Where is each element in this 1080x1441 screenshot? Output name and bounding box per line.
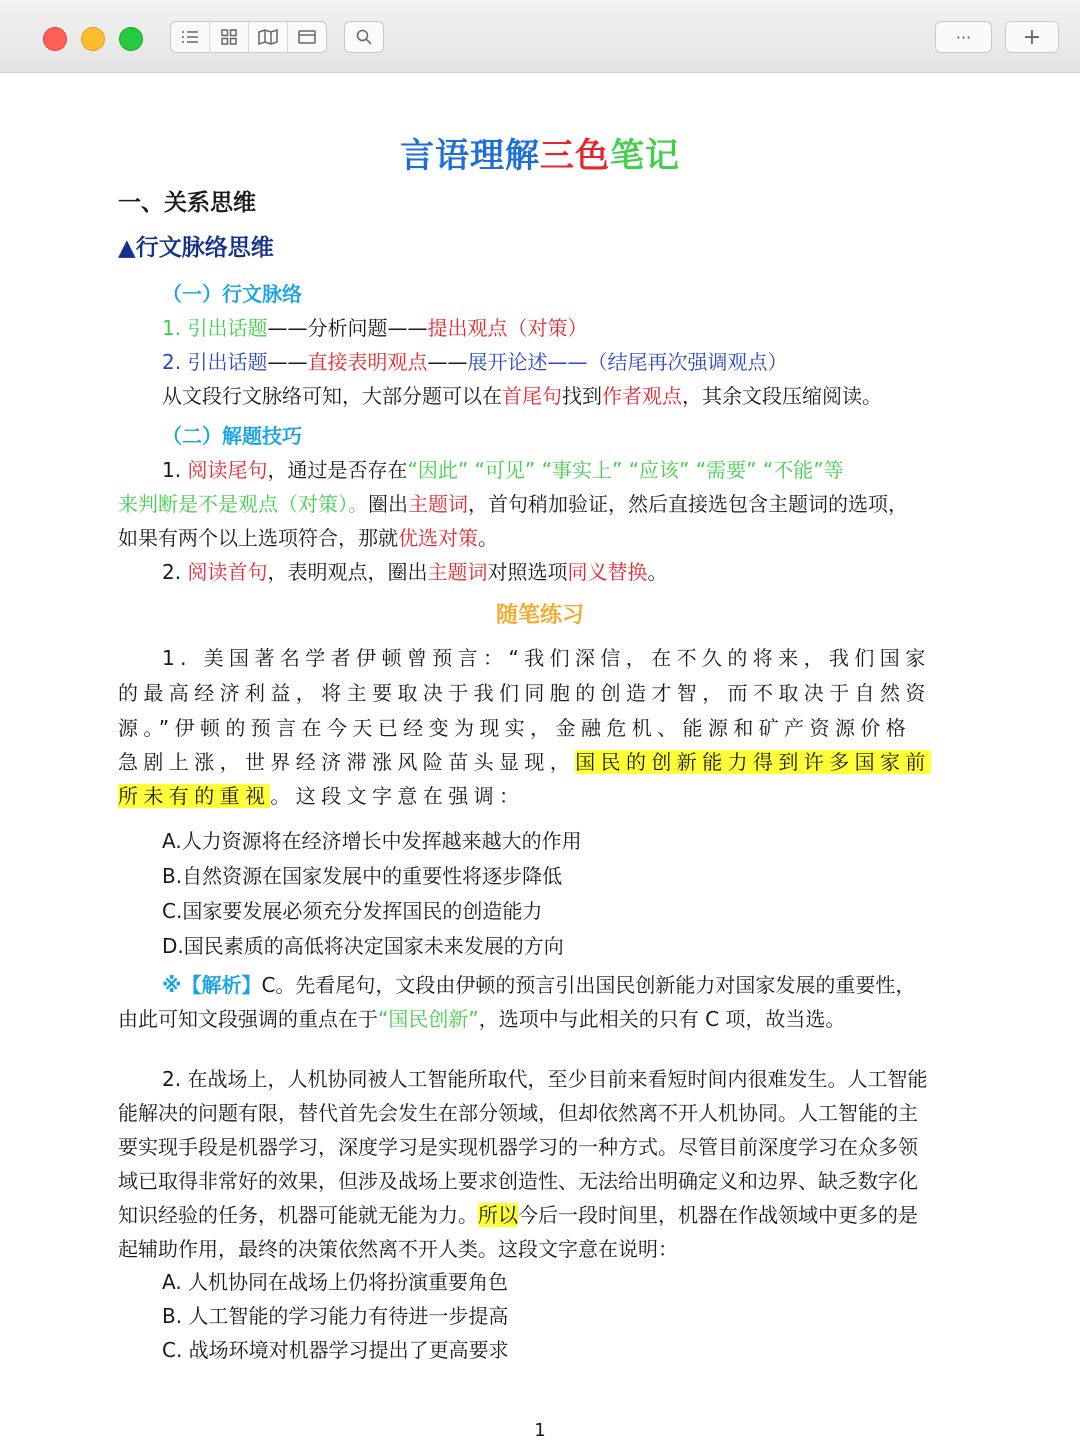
title-part-2: 三色: [540, 136, 610, 176]
window-toolbar: [0, 0, 1080, 73]
more-button[interactable]: ···: [955, 27, 972, 47]
q2-line-4: 域已取得非常好的效果，但涉及战场上要求创造性、无法给出明确定义和边界、缺乏数字化: [118, 1169, 918, 1193]
grid-icon: [221, 29, 237, 45]
grid-view-button[interactable]: [210, 22, 249, 52]
highlight: 国民的创新能力得到许多国家前: [575, 750, 931, 774]
q1-option-d: D.国民素质的高低将决定国家未来发展的方向: [162, 934, 564, 958]
q1-line-3: 源。”伊顿的预言在今天已经变为现实，金融危机、能源和矿产资源价格: [118, 716, 912, 740]
practice-title: 随笔练习: [495, 603, 584, 628]
q1-line-2: 的最高经济利益，将主要取决于我们同胞的创造才智，而不取决于自然资: [118, 681, 931, 705]
q2-line-5: 知识经验的任务，机器可能就无能为力。所以今后一段时间里，机器在作战领域中更多的是: [118, 1203, 918, 1227]
section-heading: 一、关系思维: [118, 190, 256, 216]
title-part-1: 言语理解: [400, 136, 540, 176]
list-icon: [181, 30, 199, 44]
q1-line-1: 1. 美国著名学者伊顿曾预言：“我们深信，在不久的将来，我们国家: [162, 646, 931, 670]
document-page: [0, 73, 1080, 1440]
q1-analysis-line-1: ※【解析】C。先看尾句，文段由伊顿的预言引出国民创新能力对国家发展的重要性，: [162, 973, 916, 997]
zoom-button[interactable]: [119, 27, 143, 51]
list-view-button[interactable]: [171, 22, 210, 52]
page-title: [0, 128, 1080, 177]
structure-line-2: 2. 引出话题——直接表明观点——展开论述——（结尾再次强调观点）: [162, 350, 788, 374]
q1-line-4: 急剧上涨，世界经济滞涨风险苗头显现，国民的创新能力得到许多国家前: [118, 750, 931, 774]
technique-1-line-1: 1. 阅读尾句，通过是否存在“因此” “可见” “事实上” “应该” “需要” “不能”等: [162, 458, 844, 482]
q2-line-3: 要实现手段是机器学习，深度学习是实现机器学习的一种方式。尽管目前深度学习在众多领: [118, 1135, 918, 1159]
more-group: [935, 21, 992, 53]
search-button[interactable]: [345, 22, 383, 52]
window-view-button[interactable]: [288, 22, 326, 52]
subsection-heading: ▲行文脉络思维: [118, 235, 274, 261]
structure-summary: 从文段行文脉络可知，大部分题可以在首尾句找到作者观点，其余文段压缩阅读。: [162, 384, 882, 408]
q2-line-2: 能解决的问题有限，替代首先会发生在部分领域，但却依然离不开人机协同。人工智能的主: [118, 1101, 918, 1125]
view-mode-group: [170, 21, 327, 53]
page-number: 1: [534, 1420, 546, 1441]
search-icon: [356, 29, 372, 45]
structure-line-1: 1. 引出话题——分析问题——提出观点（对策）: [162, 316, 588, 340]
q1-option-b: B.自然资源在国家发展中的重要性将逐步降低: [162, 864, 563, 888]
book-icon: [258, 29, 278, 45]
q1-option-c: C.国家要发展必须充分发挥国民的创造能力: [162, 899, 543, 923]
close-button[interactable]: [43, 27, 67, 51]
q2-option-a: A. 人机协同在战场上仍将扮演重要角色: [162, 1270, 509, 1294]
q1-option-a: A.人力资源将在经济增长中发挥越来越大的作用: [162, 829, 582, 853]
q2-line-1: 2. 在战场上，人机协同被人工智能所取代，至少目前来看短时间内很难发生。人工智能: [162, 1067, 928, 1091]
title-part-3: 笔记: [610, 136, 680, 176]
q1-line-5: 所未有的重视。这段文字意在强调：: [118, 784, 525, 808]
q2-line-6: 起辅助作用，最终的决策依然离不开人类。这段文字意在说明：: [118, 1237, 678, 1261]
add-button[interactable]: +: [1022, 24, 1042, 50]
highlight: 所未有的重视: [118, 784, 271, 808]
window-icon: [298, 29, 316, 45]
technique-1-line-3: 如果有两个以上选项符合，那就优选对策。: [118, 526, 498, 550]
technique-1-line-2: 来判断是不是观点（对策）。圈出主题词，首句稍加验证，然后直接选包含主题词的选项，: [118, 492, 908, 516]
highlight: 所以: [478, 1203, 518, 1227]
add-group: [1005, 21, 1059, 53]
q1-analysis-line-2: 由此可知文段强调的重点在于“国民创新”，选项中与此相关的只有 C 项，故当选。: [118, 1007, 846, 1031]
search-group: [344, 21, 384, 53]
book-view-button[interactable]: [249, 22, 288, 52]
sub-heading-1: （一）行文脉络: [162, 282, 302, 306]
q2-option-c: C. 战场环境对机器学习提出了更高要求: [162, 1338, 509, 1362]
sub-heading-2: （二）解题技巧: [162, 424, 302, 448]
q2-option-b: B. 人工智能的学习能力有待进一步提高: [162, 1304, 509, 1328]
minimize-button[interactable]: [81, 27, 105, 51]
technique-2: 2. 阅读首句，表明观点，圈出主题词对照选项同义替换。: [162, 560, 668, 584]
